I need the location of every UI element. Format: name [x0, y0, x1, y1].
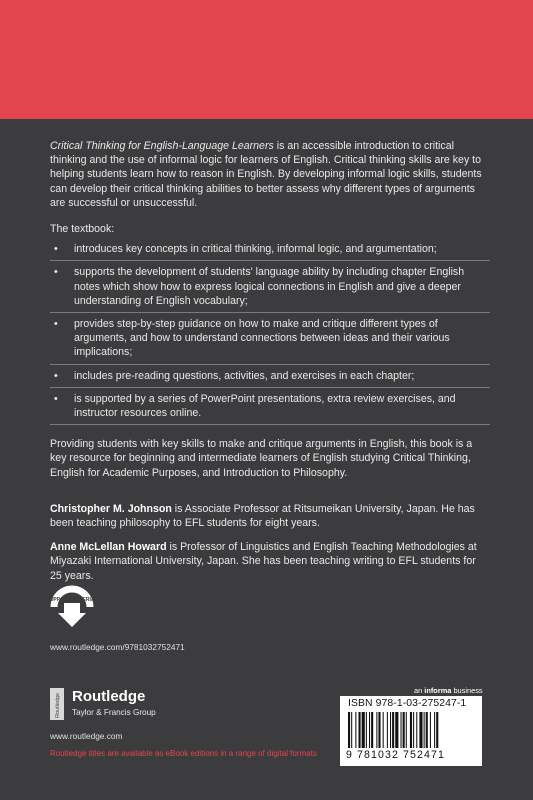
- barcode-bar: [434, 712, 435, 748]
- barcode-bar: [424, 712, 425, 748]
- barcode-bar: [362, 712, 365, 748]
- author-bio-text: is Associate Professor at Ritsumeikan University, Japan. He has been teaching philosophy to EFL students for eight years.: [50, 502, 475, 530]
- barcode-bar: [416, 712, 417, 748]
- support-material-badge: [46, 585, 98, 629]
- informa-brand: informa: [424, 686, 452, 695]
- barcode-bar: [390, 712, 391, 748]
- barcode-bar: [359, 712, 361, 748]
- back-cover-text: [50, 139, 490, 593]
- list-item: • introduces key concepts in critical thinking, informal logic, and argumentation;: [50, 242, 490, 261]
- book-title-italic: Critical Thinking for English-Language Learners: [50, 140, 274, 152]
- informa-business-tag: an informa business: [414, 686, 483, 695]
- barcode-bar: [369, 712, 370, 748]
- barcode-bar: [383, 712, 384, 748]
- barcode-bar: [395, 712, 398, 748]
- barcode-bar: [387, 712, 388, 748]
- barcode-bar: [392, 712, 394, 748]
- ean-digits: 9 781032 752471: [346, 749, 445, 761]
- barcode-bar: [371, 712, 373, 748]
- barcode-bar: [378, 712, 380, 748]
- barcode-bar: [348, 712, 350, 748]
- isbn-text: ISBN 978-1-03-275247-1: [348, 698, 467, 709]
- publisher-name: Routledge: [72, 688, 146, 705]
- barcode-bar: [410, 712, 412, 748]
- author-bio: [50, 502, 490, 530]
- author-bio: [50, 540, 490, 583]
- summary-paragraph: Providing students with key skills to make and critique arguments in English, this book is a key resource for beginning and intermediate learners of English studying Critical Thinking, English for Academic Purposes, and Introduction to Philosophy.: [50, 438, 473, 479]
- intro-text: is an accessible introduction to critical thinking and the use of informal logic for learners of English. Critical thinking skills are key to helping students learn how to reason in English. By developing informal logic skills, students can develop their critical thinking abilities to better assess why different types of arguments are successful or unsuccessful.: [50, 140, 482, 209]
- barcode-bar: [376, 712, 377, 748]
- barcode-bar: [401, 712, 402, 748]
- logo-vertical-text: Routledge: [55, 692, 61, 718]
- ebook-note: Routledge titles are available as eBook editions in a range of digital formats: [50, 749, 317, 758]
- publisher-logo: [50, 686, 190, 726]
- top-color-band: [0, 0, 533, 119]
- routledge-mark-icon: [50, 688, 64, 720]
- list-item: • includes pre-reading questions, activities, and exercises in each chapter;: [50, 369, 490, 388]
- list-item: • provides step-by-step guidance on how to make and critique different types of arguments, and how to understand connections between ideas and their various implications;: [50, 317, 490, 365]
- publisher-url[interactable]: www.routledge.com: [50, 731, 123, 741]
- intro-paragraph: [50, 139, 490, 210]
- textbook-label: The textbook:: [50, 223, 115, 236]
- feature-list: [50, 242, 490, 425]
- author-name: Christopher M. Johnson: [50, 502, 172, 515]
- list-item: • is supported by a series of PowerPoint presentations, extra review exercises, and instructor resources online.: [50, 392, 490, 425]
- barcode-bar: [403, 712, 405, 748]
- isbn-barcode: [340, 696, 482, 766]
- barcode-bar: [419, 712, 422, 748]
- companion-url[interactable]: www.routledge.com/9781032752471: [50, 642, 185, 652]
- barcode-bar: [406, 712, 407, 748]
- barcode-bar: [355, 712, 356, 748]
- barcode-bar: [351, 712, 352, 748]
- author-bio-text: is Professor of Linguistics and English Teaching Methodologies at Miyazaki International University, Japan. She has been teaching writing to EFL students for 25 years.: [50, 541, 477, 582]
- barcode-bar: [430, 712, 431, 748]
- barcode-icon: [346, 712, 476, 748]
- barcode-bar: [366, 712, 367, 748]
- barcode-bar: [426, 712, 428, 748]
- barcode-bar: [436, 712, 438, 748]
- download-arrow-icon: [46, 585, 98, 629]
- barcode-bar: [413, 712, 414, 748]
- list-item: • supports the development of students' language ability by including chapter English notes which show how to express logical connections in English and give a deeper understanding of English vocabulary;: [50, 265, 490, 313]
- publisher-subtitle: Taylor & Francis Group: [72, 708, 156, 717]
- author-name: Anne McLellan Howard: [50, 541, 167, 554]
- support-badge-text: SUPPORT MATERIAL: [46, 597, 98, 603]
